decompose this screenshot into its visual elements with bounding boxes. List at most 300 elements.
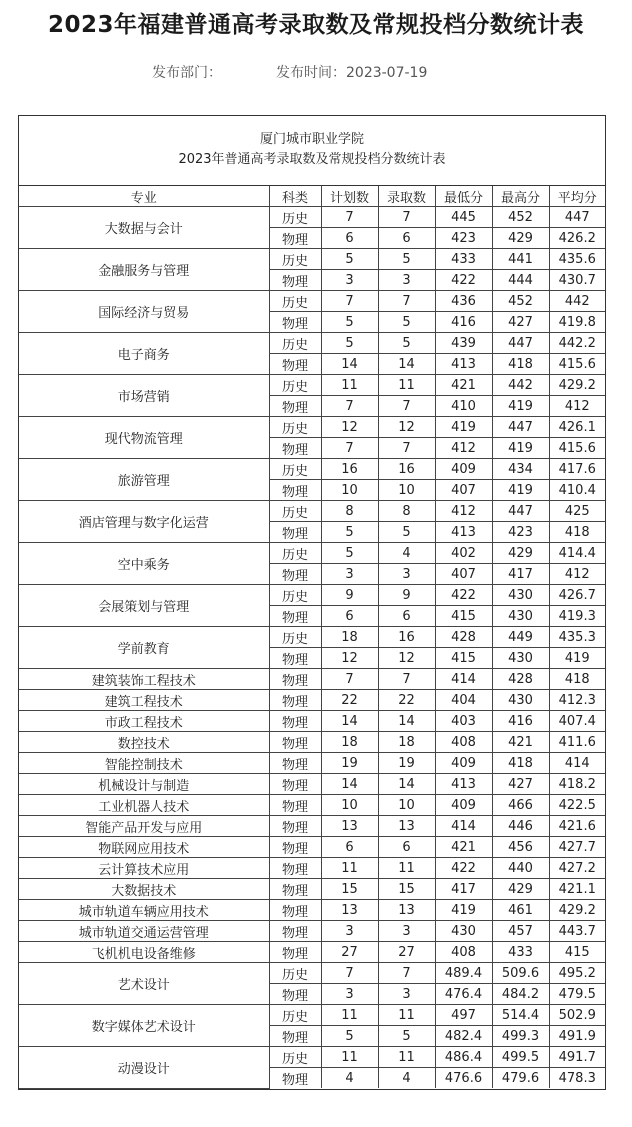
max-score-cell: 434 <box>492 459 549 480</box>
avg-score-cell: 410.4 <box>549 480 605 501</box>
category-cell: 历史 <box>269 207 321 228</box>
max-score-cell: 499.5 <box>492 1047 549 1068</box>
admitted-count-cell: 3 <box>378 270 435 291</box>
major-name-cell: 市场营销 <box>19 375 269 417</box>
min-score-cell: 403 <box>435 711 492 732</box>
plan-count-cell: 7 <box>321 396 378 417</box>
major-name-cell: 建筑装饰工程技术 <box>19 669 269 690</box>
avg-score-cell: 479.5 <box>549 984 605 1005</box>
max-score-cell: 461 <box>492 900 549 921</box>
admitted-count-cell: 5 <box>378 333 435 354</box>
category-cell: 物理 <box>269 690 321 711</box>
avg-score-cell: 412 <box>549 564 605 585</box>
plan-count-cell: 13 <box>321 900 378 921</box>
min-score-cell: 439 <box>435 333 492 354</box>
category-cell: 历史 <box>269 627 321 648</box>
category-cell: 历史 <box>269 375 321 396</box>
max-score-cell: 419 <box>492 480 549 501</box>
col-header-plan: 计划数 <box>321 186 378 207</box>
min-score-cell: 402 <box>435 543 492 564</box>
max-score-cell: 509.6 <box>492 963 549 984</box>
plan-count-cell: 4 <box>321 1068 378 1089</box>
admitted-count-cell: 15 <box>378 879 435 900</box>
avg-score-cell: 418 <box>549 669 605 690</box>
admitted-count-cell: 11 <box>378 1005 435 1026</box>
col-header-min-score: 最低分 <box>435 186 492 207</box>
plan-count-cell: 5 <box>321 522 378 543</box>
table-row <box>19 690 605 711</box>
min-score-cell: 414 <box>435 669 492 690</box>
admitted-count-cell: 7 <box>378 207 435 228</box>
major-name-cell: 电子商务 <box>19 333 269 375</box>
table-row <box>19 375 605 396</box>
min-score-cell: 412 <box>435 438 492 459</box>
plan-count-cell: 13 <box>321 816 378 837</box>
plan-count-cell: 18 <box>321 627 378 648</box>
admitted-count-cell: 5 <box>378 1026 435 1047</box>
publish-department: 发布部门： <box>152 65 222 81</box>
admitted-count-cell: 13 <box>378 900 435 921</box>
admitted-count-cell: 19 <box>378 753 435 774</box>
avg-score-cell: 407.4 <box>549 711 605 732</box>
admitted-count-cell: 7 <box>378 291 435 312</box>
admitted-count-cell: 4 <box>378 1068 435 1089</box>
avg-score-cell: 421.1 <box>549 879 605 900</box>
score-sheet <box>18 115 606 1090</box>
category-cell: 历史 <box>269 543 321 564</box>
plan-count-cell: 9 <box>321 585 378 606</box>
plan-count-cell: 10 <box>321 480 378 501</box>
min-score-cell: 416 <box>435 312 492 333</box>
category-cell: 物理 <box>269 669 321 690</box>
table-caption <box>19 116 605 186</box>
category-cell: 物理 <box>269 900 321 921</box>
max-score-cell: 430 <box>492 648 549 669</box>
plan-count-cell: 15 <box>321 879 378 900</box>
table-row <box>19 753 605 774</box>
category-cell: 物理 <box>269 942 321 963</box>
min-score-cell: 413 <box>435 354 492 375</box>
avg-score-cell: 419 <box>549 648 605 669</box>
plan-count-cell: 18 <box>321 732 378 753</box>
min-score-cell: 430 <box>435 921 492 942</box>
table-row <box>19 921 605 942</box>
max-score-cell: 423 <box>492 522 549 543</box>
min-score-cell: 482.4 <box>435 1026 492 1047</box>
major-name-cell: 云计算技术应用 <box>19 858 269 879</box>
category-cell: 物理 <box>269 354 321 375</box>
table-row <box>19 291 605 312</box>
min-score-cell: 415 <box>435 606 492 627</box>
category-cell: 物理 <box>269 396 321 417</box>
max-score-cell: 419 <box>492 438 549 459</box>
plan-count-cell: 3 <box>321 270 378 291</box>
avg-score-cell: 427.7 <box>549 837 605 858</box>
category-cell: 物理 <box>269 522 321 543</box>
major-name-cell: 智能控制技术 <box>19 753 269 774</box>
admitted-count-cell: 6 <box>378 837 435 858</box>
admitted-count-cell: 5 <box>378 522 435 543</box>
table-row <box>19 900 605 921</box>
category-cell: 物理 <box>269 606 321 627</box>
major-name-cell: 会展策划与管理 <box>19 585 269 627</box>
max-score-cell: 479.6 <box>492 1068 549 1089</box>
max-score-cell: 429 <box>492 543 549 564</box>
plan-count-cell: 22 <box>321 690 378 711</box>
avg-score-cell: 495.2 <box>549 963 605 984</box>
plan-count-cell: 10 <box>321 795 378 816</box>
avg-score-cell: 429.2 <box>549 900 605 921</box>
avg-score-cell: 415.6 <box>549 354 605 375</box>
min-score-cell: 486.4 <box>435 1047 492 1068</box>
major-name-cell: 城市轨道车辆应用技术 <box>19 900 269 921</box>
admitted-count-cell: 12 <box>378 417 435 438</box>
max-score-cell: 447 <box>492 417 549 438</box>
avg-score-cell: 419.8 <box>549 312 605 333</box>
max-score-cell: 418 <box>492 354 549 375</box>
plan-count-cell: 7 <box>321 669 378 690</box>
table-row <box>19 858 605 879</box>
major-name-cell: 金融服务与管理 <box>19 249 269 291</box>
avg-score-cell: 412.3 <box>549 690 605 711</box>
min-score-cell: 422 <box>435 585 492 606</box>
min-score-cell: 404 <box>435 690 492 711</box>
table-row <box>19 774 605 795</box>
category-cell: 物理 <box>269 879 321 900</box>
major-name-cell: 城市轨道交通运营管理 <box>19 921 269 942</box>
major-name-cell: 物联网应用技术 <box>19 837 269 858</box>
max-score-cell: 440 <box>492 858 549 879</box>
avg-score-cell: 426.1 <box>549 417 605 438</box>
min-score-cell: 476.4 <box>435 984 492 1005</box>
avg-score-cell: 429.2 <box>549 375 605 396</box>
admitted-count-cell: 3 <box>378 564 435 585</box>
plan-count-cell: 27 <box>321 942 378 963</box>
min-score-cell: 415 <box>435 648 492 669</box>
category-cell: 物理 <box>269 438 321 459</box>
avg-score-cell: 417.6 <box>549 459 605 480</box>
min-score-cell: 408 <box>435 732 492 753</box>
min-score-cell: 489.4 <box>435 963 492 984</box>
category-cell: 历史 <box>269 249 321 270</box>
avg-score-cell: 422.5 <box>549 795 605 816</box>
table-row <box>19 1047 605 1068</box>
plan-count-cell: 7 <box>321 291 378 312</box>
major-name-cell: 机械设计与制造 <box>19 774 269 795</box>
max-score-cell: 499.3 <box>492 1026 549 1047</box>
admitted-count-cell: 16 <box>378 459 435 480</box>
avg-score-cell: 435.6 <box>549 249 605 270</box>
max-score-cell: 457 <box>492 921 549 942</box>
table-row <box>19 963 605 984</box>
plan-count-cell: 7 <box>321 963 378 984</box>
min-score-cell: 445 <box>435 207 492 228</box>
max-score-cell: 428 <box>492 669 549 690</box>
admitted-count-cell: 7 <box>378 396 435 417</box>
admitted-count-cell: 7 <box>378 669 435 690</box>
category-cell: 物理 <box>269 312 321 333</box>
min-score-cell: 421 <box>435 837 492 858</box>
avg-score-cell: 415.6 <box>549 438 605 459</box>
table-row <box>19 816 605 837</box>
avg-score-cell: 411.6 <box>549 732 605 753</box>
major-name-cell: 酒店管理与数字化运营 <box>19 501 269 543</box>
admitted-count-cell: 18 <box>378 732 435 753</box>
plan-count-cell: 3 <box>321 984 378 1005</box>
category-cell: 物理 <box>269 648 321 669</box>
max-score-cell: 427 <box>492 312 549 333</box>
table-row <box>19 942 605 963</box>
plan-count-cell: 6 <box>321 837 378 858</box>
plan-count-cell: 5 <box>321 249 378 270</box>
admitted-count-cell: 11 <box>378 1047 435 1068</box>
plan-count-cell: 14 <box>321 354 378 375</box>
category-cell: 物理 <box>269 711 321 732</box>
admitted-count-cell: 14 <box>378 774 435 795</box>
major-name-cell: 艺术设计 <box>19 963 269 1005</box>
max-score-cell: 418 <box>492 753 549 774</box>
table-row <box>19 333 605 354</box>
category-cell: 历史 <box>269 1047 321 1068</box>
max-score-cell: 514.4 <box>492 1005 549 1026</box>
category-cell: 物理 <box>269 858 321 879</box>
max-score-cell: 430 <box>492 606 549 627</box>
major-name-cell: 学前教育 <box>19 627 269 669</box>
category-cell: 物理 <box>269 228 321 249</box>
admitted-count-cell: 27 <box>378 942 435 963</box>
max-score-cell: 441 <box>492 249 549 270</box>
category-cell: 物理 <box>269 753 321 774</box>
min-score-cell: 497 <box>435 1005 492 1026</box>
table-row <box>19 249 605 270</box>
table-row <box>19 417 605 438</box>
avg-score-cell: 442 <box>549 291 605 312</box>
min-score-cell: 408 <box>435 942 492 963</box>
admitted-count-cell: 6 <box>378 606 435 627</box>
admitted-count-cell: 7 <box>378 963 435 984</box>
major-name-cell: 智能产品开发与应用 <box>19 816 269 837</box>
avg-score-cell: 415 <box>549 942 605 963</box>
min-score-cell: 409 <box>435 753 492 774</box>
table-row <box>19 207 605 228</box>
major-name-cell: 现代物流管理 <box>19 417 269 459</box>
table-row <box>19 1005 605 1026</box>
admitted-count-cell: 13 <box>378 816 435 837</box>
admitted-count-cell: 11 <box>378 858 435 879</box>
category-cell: 历史 <box>269 963 321 984</box>
col-header-max-score: 最高分 <box>492 186 549 207</box>
min-score-cell: 422 <box>435 270 492 291</box>
plan-count-cell: 5 <box>321 543 378 564</box>
col-header-admitted: 录取数 <box>378 186 435 207</box>
avg-score-cell: 443.7 <box>549 921 605 942</box>
min-score-cell: 417 <box>435 879 492 900</box>
plan-count-cell: 5 <box>321 312 378 333</box>
admitted-count-cell: 14 <box>378 711 435 732</box>
max-score-cell: 429 <box>492 228 549 249</box>
major-name-cell: 数控技术 <box>19 732 269 753</box>
plan-count-cell: 14 <box>321 711 378 732</box>
max-score-cell: 430 <box>492 690 549 711</box>
admitted-count-cell: 14 <box>378 354 435 375</box>
min-score-cell: 407 <box>435 564 492 585</box>
max-score-cell: 429 <box>492 879 549 900</box>
category-cell: 历史 <box>269 417 321 438</box>
category-cell: 物理 <box>269 564 321 585</box>
category-cell: 物理 <box>269 816 321 837</box>
min-score-cell: 433 <box>435 249 492 270</box>
min-score-cell: 419 <box>435 900 492 921</box>
plan-count-cell: 11 <box>321 858 378 879</box>
admitted-count-cell: 7 <box>378 438 435 459</box>
publish-time: 发布时间：2023-07-19 <box>276 65 428 81</box>
max-score-cell: 446 <box>492 816 549 837</box>
avg-score-cell: 421.6 <box>549 816 605 837</box>
col-header-major: 专业 <box>19 186 269 207</box>
major-name-cell: 飞机机电设备维修 <box>19 942 269 963</box>
table-row <box>19 627 605 648</box>
major-name-cell: 空中乘务 <box>19 543 269 585</box>
plan-count-cell: 8 <box>321 501 378 522</box>
max-score-cell: 484.2 <box>492 984 549 1005</box>
school-name: 厦门城市职业学院 <box>259 132 364 147</box>
category-cell: 物理 <box>269 732 321 753</box>
avg-score-cell: 427.2 <box>549 858 605 879</box>
table-row <box>19 585 605 606</box>
plan-count-cell: 5 <box>321 333 378 354</box>
admitted-count-cell: 4 <box>378 543 435 564</box>
avg-score-cell: 435.3 <box>549 627 605 648</box>
max-score-cell: 427 <box>492 774 549 795</box>
admitted-count-cell: 5 <box>378 249 435 270</box>
plan-count-cell: 7 <box>321 207 378 228</box>
admitted-count-cell: 3 <box>378 921 435 942</box>
min-score-cell: 407 <box>435 480 492 501</box>
table-row <box>19 795 605 816</box>
max-score-cell: 447 <box>492 501 549 522</box>
category-cell: 历史 <box>269 459 321 480</box>
avg-score-cell: 502.9 <box>549 1005 605 1026</box>
min-score-cell: 409 <box>435 795 492 816</box>
max-score-cell: 419 <box>492 396 549 417</box>
table-row <box>19 732 605 753</box>
major-name-cell: 工业机器人技术 <box>19 795 269 816</box>
plan-count-cell: 3 <box>321 564 378 585</box>
col-header-avg-score: 平均分 <box>549 186 605 207</box>
major-name-cell: 数字媒体艺术设计 <box>19 1005 269 1047</box>
category-cell: 历史 <box>269 1005 321 1026</box>
admitted-count-cell: 6 <box>378 228 435 249</box>
max-score-cell: 456 <box>492 837 549 858</box>
admitted-count-cell: 10 <box>378 480 435 501</box>
major-name-cell: 大数据与会计 <box>19 207 269 249</box>
min-score-cell: 412 <box>435 501 492 522</box>
category-cell: 物理 <box>269 1068 321 1089</box>
min-score-cell: 419 <box>435 417 492 438</box>
category-cell: 物理 <box>269 837 321 858</box>
plan-count-cell: 5 <box>321 1026 378 1047</box>
admission-score-table <box>19 186 605 1089</box>
table-row <box>19 711 605 732</box>
avg-score-cell: 418.2 <box>549 774 605 795</box>
avg-score-cell: 425 <box>549 501 605 522</box>
max-score-cell: 466 <box>492 795 549 816</box>
max-score-cell: 430 <box>492 585 549 606</box>
plan-count-cell: 3 <box>321 921 378 942</box>
avg-score-cell: 414.4 <box>549 543 605 564</box>
min-score-cell: 414 <box>435 816 492 837</box>
min-score-cell: 410 <box>435 396 492 417</box>
admitted-count-cell: 8 <box>378 501 435 522</box>
admitted-count-cell: 11 <box>378 375 435 396</box>
avg-score-cell: 430.7 <box>549 270 605 291</box>
plan-count-cell: 12 <box>321 648 378 669</box>
col-header-category: 科类 <box>269 186 321 207</box>
admitted-count-cell: 12 <box>378 648 435 669</box>
max-score-cell: 452 <box>492 207 549 228</box>
max-score-cell: 416 <box>492 711 549 732</box>
avg-score-cell: 447 <box>549 207 605 228</box>
min-score-cell: 409 <box>435 459 492 480</box>
table-row <box>19 543 605 564</box>
category-cell: 物理 <box>269 480 321 501</box>
category-cell: 物理 <box>269 984 321 1005</box>
min-score-cell: 436 <box>435 291 492 312</box>
major-name-cell: 旅游管理 <box>19 459 269 501</box>
major-name-cell: 建筑工程技术 <box>19 690 269 711</box>
category-cell: 物理 <box>269 270 321 291</box>
avg-score-cell: 491.9 <box>549 1026 605 1047</box>
category-cell: 历史 <box>269 585 321 606</box>
major-name-cell: 动漫设计 <box>19 1047 269 1089</box>
plan-count-cell: 19 <box>321 753 378 774</box>
plan-count-cell: 12 <box>321 417 378 438</box>
category-cell: 历史 <box>269 501 321 522</box>
category-cell: 物理 <box>269 774 321 795</box>
max-score-cell: 447 <box>492 333 549 354</box>
category-cell: 历史 <box>269 291 321 312</box>
table-row <box>19 669 605 690</box>
min-score-cell: 422 <box>435 858 492 879</box>
avg-score-cell: 418 <box>549 522 605 543</box>
table-row <box>19 837 605 858</box>
plan-count-cell: 6 <box>321 606 378 627</box>
category-cell: 历史 <box>269 333 321 354</box>
plan-count-cell: 11 <box>321 1005 378 1026</box>
table-row <box>19 459 605 480</box>
admitted-count-cell: 22 <box>378 690 435 711</box>
avg-score-cell: 419.3 <box>549 606 605 627</box>
min-score-cell: 476.6 <box>435 1068 492 1089</box>
table-row <box>19 879 605 900</box>
min-score-cell: 413 <box>435 522 492 543</box>
category-cell: 物理 <box>269 921 321 942</box>
admitted-count-cell: 10 <box>378 795 435 816</box>
avg-score-cell: 491.7 <box>549 1047 605 1068</box>
plan-count-cell: 6 <box>321 228 378 249</box>
admitted-count-cell: 3 <box>378 984 435 1005</box>
max-score-cell: 442 <box>492 375 549 396</box>
avg-score-cell: 426.7 <box>549 585 605 606</box>
max-score-cell: 433 <box>492 942 549 963</box>
max-score-cell: 452 <box>492 291 549 312</box>
max-score-cell: 444 <box>492 270 549 291</box>
table-body <box>19 207 605 1089</box>
category-cell: 物理 <box>269 795 321 816</box>
header-row <box>19 186 605 207</box>
plan-count-cell: 14 <box>321 774 378 795</box>
min-score-cell: 423 <box>435 228 492 249</box>
